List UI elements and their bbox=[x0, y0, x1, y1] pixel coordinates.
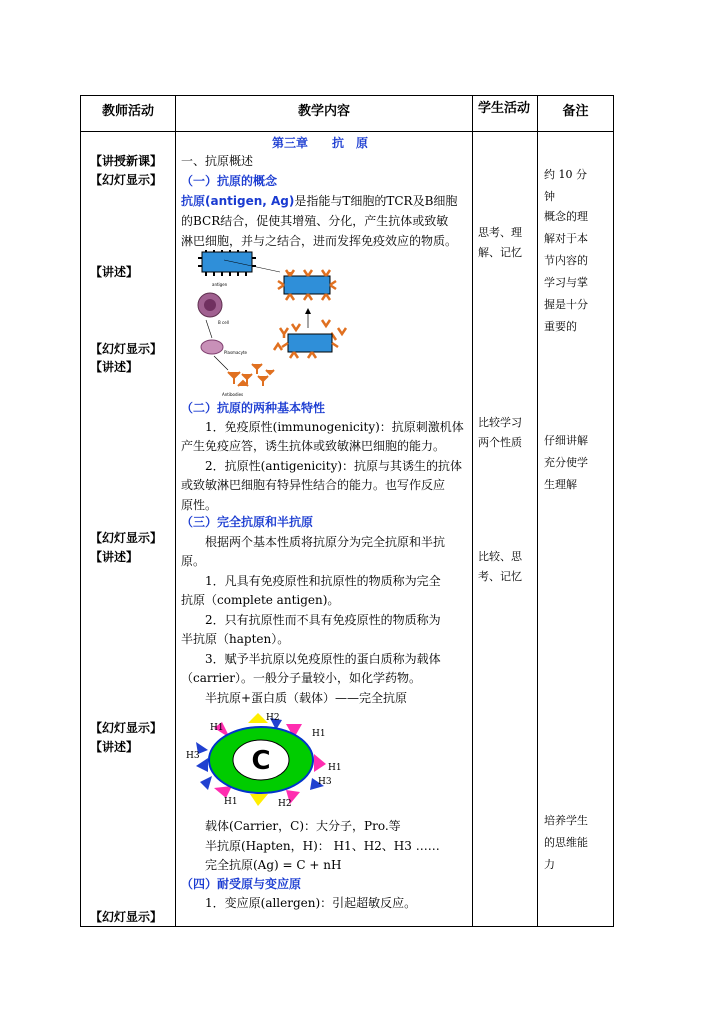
student-activity: 比较、思 bbox=[478, 550, 522, 563]
fig1-antigen-label: antigen bbox=[212, 282, 228, 287]
antigen-cell-icon bbox=[198, 250, 256, 276]
paragraph-line: 1．凡具有免疫原性和抗原性的物质称为完全 bbox=[205, 574, 441, 588]
fig1-antibodies-label: Antibodies bbox=[222, 392, 244, 397]
definition-term: 抗原(antigen, Ag) bbox=[181, 194, 295, 208]
carrier-label: C bbox=[251, 746, 271, 776]
hapten-h2-top bbox=[248, 713, 268, 723]
hapten-h2-bottom bbox=[250, 794, 268, 806]
fig2-label-h1-r: H1 bbox=[328, 763, 342, 773]
teacher-activity: 【幻灯显示】 bbox=[90, 910, 163, 924]
paragraph-line: 半抗原（hapten）。 bbox=[181, 632, 290, 646]
teacher-activity: 【幻灯显示】 bbox=[90, 721, 163, 735]
section-heading: 一、抗原概述 bbox=[181, 154, 254, 168]
fig1-plasma-label: Plasmacyte bbox=[224, 350, 248, 355]
subsection-heading: （一）抗原的概念 bbox=[181, 174, 278, 188]
paragraph-line: 抗原（complete antigen)。 bbox=[181, 593, 340, 607]
table-divider-3 bbox=[537, 95, 538, 927]
paragraph-line: 2．抗原性(antigenicity)：抗原与其诱生的抗体 bbox=[205, 459, 463, 473]
subsection-heading: （三）完全抗原和半抗原 bbox=[181, 515, 314, 529]
note-text: 约 10 分钟 bbox=[544, 168, 587, 203]
hapten-blue-bl bbox=[200, 776, 212, 790]
subsection-heading: （二）抗原的两种基本特性 bbox=[181, 401, 326, 415]
student-activity: 思考、理 bbox=[478, 226, 522, 239]
paragraph-line: 根据两个基本性质将抗原分为完全抗原和半抗 bbox=[205, 535, 446, 549]
definition-line: 淋巴细胞，并与之结合，进而发挥免疫效应的物质。 bbox=[181, 234, 458, 248]
paragraph-line: 产生免疫应答，诱生抗体或致敏淋巴细胞的能力。 bbox=[181, 439, 446, 453]
note-text: 仔细讲解充分使学生理解 bbox=[544, 434, 588, 491]
note-text: 概念的理解对于本节内容的学习与掌握是十分重要的 bbox=[544, 210, 588, 333]
header-notes: 备注 bbox=[562, 104, 589, 119]
table-border-bottom bbox=[80, 926, 614, 927]
definition-line: 的BCR结合，促使其增殖、分化，产生抗体或致敏 bbox=[181, 214, 449, 228]
note-text: 培养学生的思维能力 bbox=[544, 814, 588, 871]
table-border-header bbox=[80, 131, 614, 132]
paragraph-line: 原性。 bbox=[181, 498, 218, 512]
teacher-activity: 【讲授新课】 bbox=[90, 154, 163, 168]
antigen-complex-2-icon bbox=[282, 334, 338, 358]
fig2-label-h2-b: H2 bbox=[278, 799, 292, 809]
paragraph-line: 2．只有抗原性而不具有免疫原性的物质称为 bbox=[205, 613, 441, 627]
student-activity: 两个性质 bbox=[478, 436, 522, 449]
table-divider-2 bbox=[472, 95, 473, 927]
teacher-activity: 【幻灯显示】 bbox=[90, 342, 163, 356]
header-content: 教学内容 bbox=[297, 104, 350, 119]
complete-antigen-line: 完全抗原(Ag) = C + nH bbox=[205, 858, 342, 872]
hapten-h1-right bbox=[314, 754, 326, 772]
paragraph-line: 或致敏淋巴细胞有特异性结合的能力。也写作反应 bbox=[181, 478, 446, 492]
header-student: 学生活动 bbox=[477, 101, 530, 116]
antigen-diagram bbox=[188, 250, 350, 400]
paragraph-line: （carrier）。一般分子量较小，如化学药物。 bbox=[181, 671, 422, 685]
paragraph-line: 1．免疫原性(immunogenicity)：抗原刺激机体 bbox=[205, 420, 464, 434]
table-border-right bbox=[613, 95, 614, 927]
paragraph-line: 1．变应原(allergen)：引起超敏反应。 bbox=[205, 896, 417, 910]
student-activity: 考、记忆 bbox=[478, 570, 522, 583]
antibodies-icon bbox=[228, 364, 274, 386]
teacher-activity: 【讲述】 bbox=[90, 265, 139, 279]
teacher-activity: 【讲述】 bbox=[90, 550, 139, 564]
student-activity: 解、记忆 bbox=[478, 246, 522, 259]
student-activity: 比较学习 bbox=[478, 416, 522, 429]
table-border-left bbox=[80, 95, 81, 927]
b-cell-icon bbox=[198, 293, 222, 317]
fig2-label-h1-bl: H1 bbox=[224, 797, 238, 807]
fig1-bcell-label: B cell bbox=[218, 320, 229, 325]
table-divider-1 bbox=[175, 95, 176, 927]
definition-line bbox=[181, 191, 457, 212]
fig2-label-h2-top: H2 bbox=[266, 713, 280, 723]
formula-line: 半抗原+蛋白质（载体）——完全抗原 bbox=[205, 691, 408, 705]
header-teacher: 教师活动 bbox=[101, 104, 154, 119]
carrier-line: 载体(Carrier，C)：大分子，Pro.等 bbox=[205, 819, 401, 833]
teacher-activity: 【讲述】 bbox=[90, 740, 139, 754]
antigen-antibody-complex-icon bbox=[278, 270, 336, 300]
paragraph-line: 3．赋予半抗原以免疫原性的蛋白质称为载体 bbox=[205, 652, 441, 666]
paragraph-line: 原。 bbox=[181, 554, 206, 568]
fig2-label-h3-r: H3 bbox=[318, 777, 332, 787]
plasma-cell-icon bbox=[201, 340, 223, 354]
chapter-title: 第三章 抗 原 bbox=[272, 136, 369, 150]
subsection-heading: （四）耐受原与变应原 bbox=[181, 877, 302, 891]
fig2-label-h1-tr: H1 bbox=[312, 729, 326, 739]
hapten-line: 半抗原(Hapten，H)： H1、H2、H3 …… bbox=[205, 839, 440, 853]
teacher-activity: 【幻灯显示】 bbox=[90, 531, 163, 545]
fig2-label-h1-tl: H1 bbox=[210, 723, 224, 733]
teacher-activity: 【讲述】 bbox=[90, 360, 139, 374]
table-border-top bbox=[80, 95, 614, 96]
fig2-label-h3-l: H3 bbox=[186, 751, 200, 761]
definition-text: 是指能与T细胞的TCR及B细胞 bbox=[294, 194, 458, 208]
teacher-activity: 【幻灯显示】 bbox=[90, 173, 163, 187]
hapten-carrier-diagram bbox=[186, 710, 346, 810]
